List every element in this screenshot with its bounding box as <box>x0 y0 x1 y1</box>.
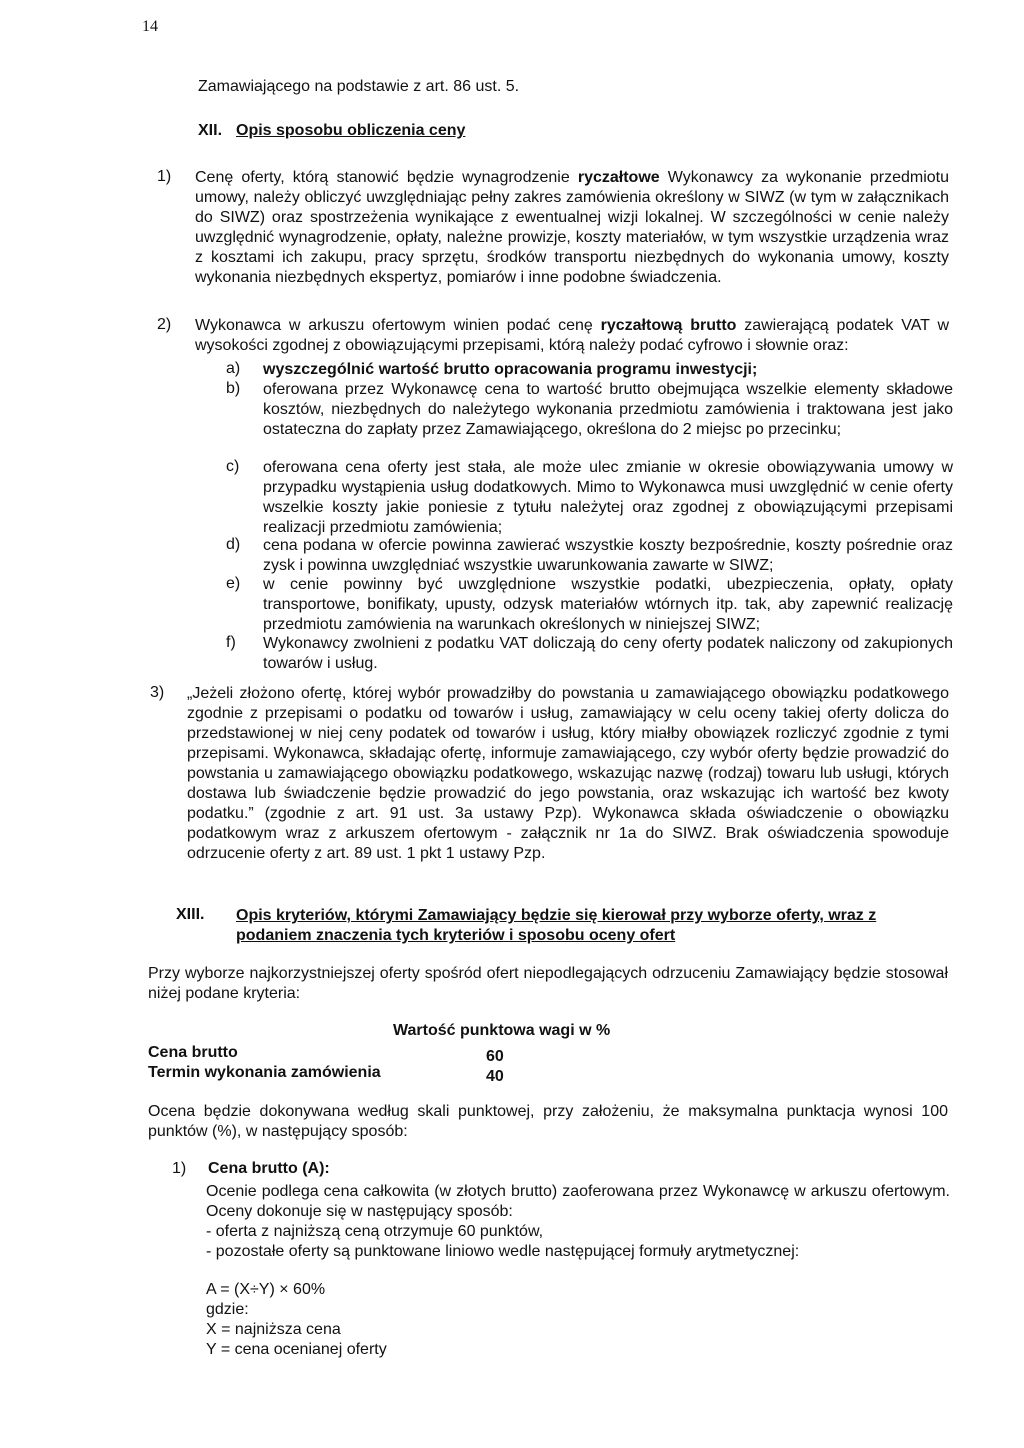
criteria-label: Cena brutto <box>148 1044 238 1061</box>
formula-x-definition: X = najniższa cena <box>206 1321 341 1338</box>
section-xiii-title: Opis kryteriów, którymi Zamawiający będzie się kierował przy wyborze oferty, wraz z podaniem znaczenia tych kryteriów i sposobu oceny ofert <box>236 907 877 944</box>
subitem-f-letter: f) <box>226 634 236 651</box>
section-xii-number: XII. <box>198 122 223 139</box>
item-1-text-after: Wykonawcy za wykonanie przedmiotu umowy, należy obliczyć uwzględniając pełny zakres zamówienia określony w SIWZ (w tym w załącznikach do SIWZ) oraz spostrzeżenia wynikające z ewentualnej wizji lokalnej. W szczególności w cenie należy uwzględnić wynagrodzenie, opłaty, należne prowizje, koszty materiałów, w tym wszystkie urządzenia wraz z kosztami ich zakupu, pracy sprzętu, środków transportu niezbędnych do wykonania umowy, koszty wykonania niezbędnych ekspertyz, pomiarów i inne podobne świadczenia. <box>195 169 949 286</box>
scoring-intro: Ocena będzie dokonywana według skali punktowej, przy założeniu, że maksymalna punktacja wynosi 100 punktów (%), w następujący sposób: <box>148 1103 948 1140</box>
subitem-b-letter: b) <box>226 380 241 397</box>
subitem-b-text: oferowana przez Wykonawcę cena to wartość brutto obejmująca wszelkie elementy składowe kosztów, niezbędnych do należytego wykonania przedmiotu zamówienia i traktowana jest jako ostateczna do zapłaty przez Zamawiającego, określona do 2 miejsc po przecinku; <box>263 381 953 438</box>
formula-y-definition: Y = cena ocenianej oferty <box>206 1341 387 1358</box>
item-2-text-after: zawierającą podatek VAT w wysokości zgodnej z obowiązującymi przepisami, którą należy podać cyfrowo i słownie oraz: <box>195 317 950 354</box>
item-2-number: 2) <box>157 316 172 333</box>
criteria-value: 60 <box>486 1048 504 1065</box>
item-2-bold: ryczałtową brutto <box>600 317 737 334</box>
item-3-text: „Jeżeli złożono ofertę, której wybór prowadziłby do powstania u zamawiającego obowiązku podatkowego zgodnie z przepisami o podatku od towarów i usług, zamawiający w celu oceny takiej oferty dolicza do przedstawionej w niej ceny podatek od towarów i usług, który miałby obowiązek rozliczyć zgodnie z tymi przepisami. Wykonawca, składając ofertę, informuje zamawiającego, czy wybór oferty będzie prowadzić do powstania u zamawiającego obowiązku podatkowego, wskazując nazwę (rodzaj) towaru lub usługi, których dostawa lub świadczenie będzie prowadzić do jego powstania, oraz wskazując ich wartość bez kwoty podatku.” (zgodnie z art. 91 ust. 3a ustawy Pzp). Wykonawca składa oświadczenie o obowiązku podatkowym wraz z arkuszem ofertowym - załącznik nr 1a do SIWZ. Brak oświadczenia spowoduje odrzucenie oferty z art. 89 ust. 1 pkt 1 ustawy Pzp. <box>187 685 949 862</box>
item-2-text <box>195 316 949 356</box>
section-xiii-intro: Przy wyborze najkorzystniejszej oferty spośród ofert niepodlegających odrzuceniu Zamawiający będzie stosował niżej podane kryteria: <box>148 965 948 1002</box>
criterion-1-number: 1) <box>172 1160 187 1177</box>
criterion-1-description: Ocenie podlega cena całkowita (w złotych brutto) zaoferowana przez Wykonawcę w arkuszu ofertowym. Oceny dokonuje się w następujący sposób: <box>206 1183 950 1220</box>
subitem-e-letter: e) <box>226 575 241 592</box>
intro-line: Zamawiającego na podstawie z art. 86 ust. 5. <box>198 78 520 95</box>
item-1-text <box>195 168 949 288</box>
criteria-row <box>148 1064 504 1085</box>
criterion-1-rule-others: - pozostałe oferty są punktowane liniowo wedle następującej formuły arytmetycznej: <box>206 1243 800 1260</box>
subitem-d-letter: d) <box>226 536 241 553</box>
page-number: 14 <box>142 18 158 35</box>
item-1-text-before: Cenę oferty, którą stanowić będzie wynagrodzenie <box>195 169 578 186</box>
subitem-a-letter: a) <box>226 360 241 377</box>
item-1-number: 1) <box>157 168 172 185</box>
subitem-c-letter: c) <box>226 458 240 475</box>
criterion-1-title: Cena brutto (A): <box>208 1160 330 1177</box>
subitem-f-text: Wykonawcy zwolnieni z podatku VAT doliczają do ceny oferty podatek naliczony od zakupionych towarów i usług. <box>263 635 953 672</box>
criteria-row <box>148 1044 504 1065</box>
item-3-number: 3) <box>150 684 165 701</box>
formula-line: A = (X÷Y) × 60% <box>206 1281 326 1298</box>
item-1-bold: ryczałtowe <box>577 169 660 186</box>
formula-block <box>206 1280 387 1360</box>
criteria-table-header: Wartość punktowa wagi w % <box>393 1022 611 1039</box>
criteria-label: Termin wykonania zamówienia <box>148 1064 381 1081</box>
subitem-e-text: w cenie powinny być uwzględnione wszystkie podatki, ubezpieczenia, opłaty, opłaty transportowe, bonifikaty, upusty, odzysk materiałów wtórnych itp. tak, aby zapewnić realizację przedmiotu zamówienia na warunkach określonych w niniejszej SIWZ; <box>263 576 953 633</box>
subitem-c-text: oferowana cena oferty jest stała, ale może ulec zmianie w okresie obowiązywania umowy w przypadku wystąpienia usług dodatkowych. Mimo to Wykonawca musi uwzględnić w cenie oferty wszelkie koszty jakie poniesie z tytułu należytej oraz zgodnej z obowiązującymi przepisami realizacji przedmiotu zamówienia; <box>263 459 953 536</box>
subitem-a-text: wyszczególnić wartość brutto opracowania programu inwestycji; <box>263 361 758 378</box>
section-xii-title: Opis sposobu obliczenia ceny <box>236 122 466 139</box>
section-xiii-number: XIII. <box>176 906 205 923</box>
criteria-value: 40 <box>486 1068 504 1085</box>
subitem-d-text: cena podana w ofercie powinna zawierać wszystkie koszty bezpośrednie, koszty pośrednie oraz zysk i powinna uwzględniać wszystkie uwarunkowania zawarte w SIWZ; <box>263 537 953 574</box>
item-2-text-before: Wykonawca w arkuszu ofertowym winien podać cenę <box>195 317 601 334</box>
formula-where: gdzie: <box>206 1301 249 1318</box>
criterion-1-rule-lowest: - oferta z najniższą ceną otrzymuje 60 punktów, <box>206 1223 544 1240</box>
